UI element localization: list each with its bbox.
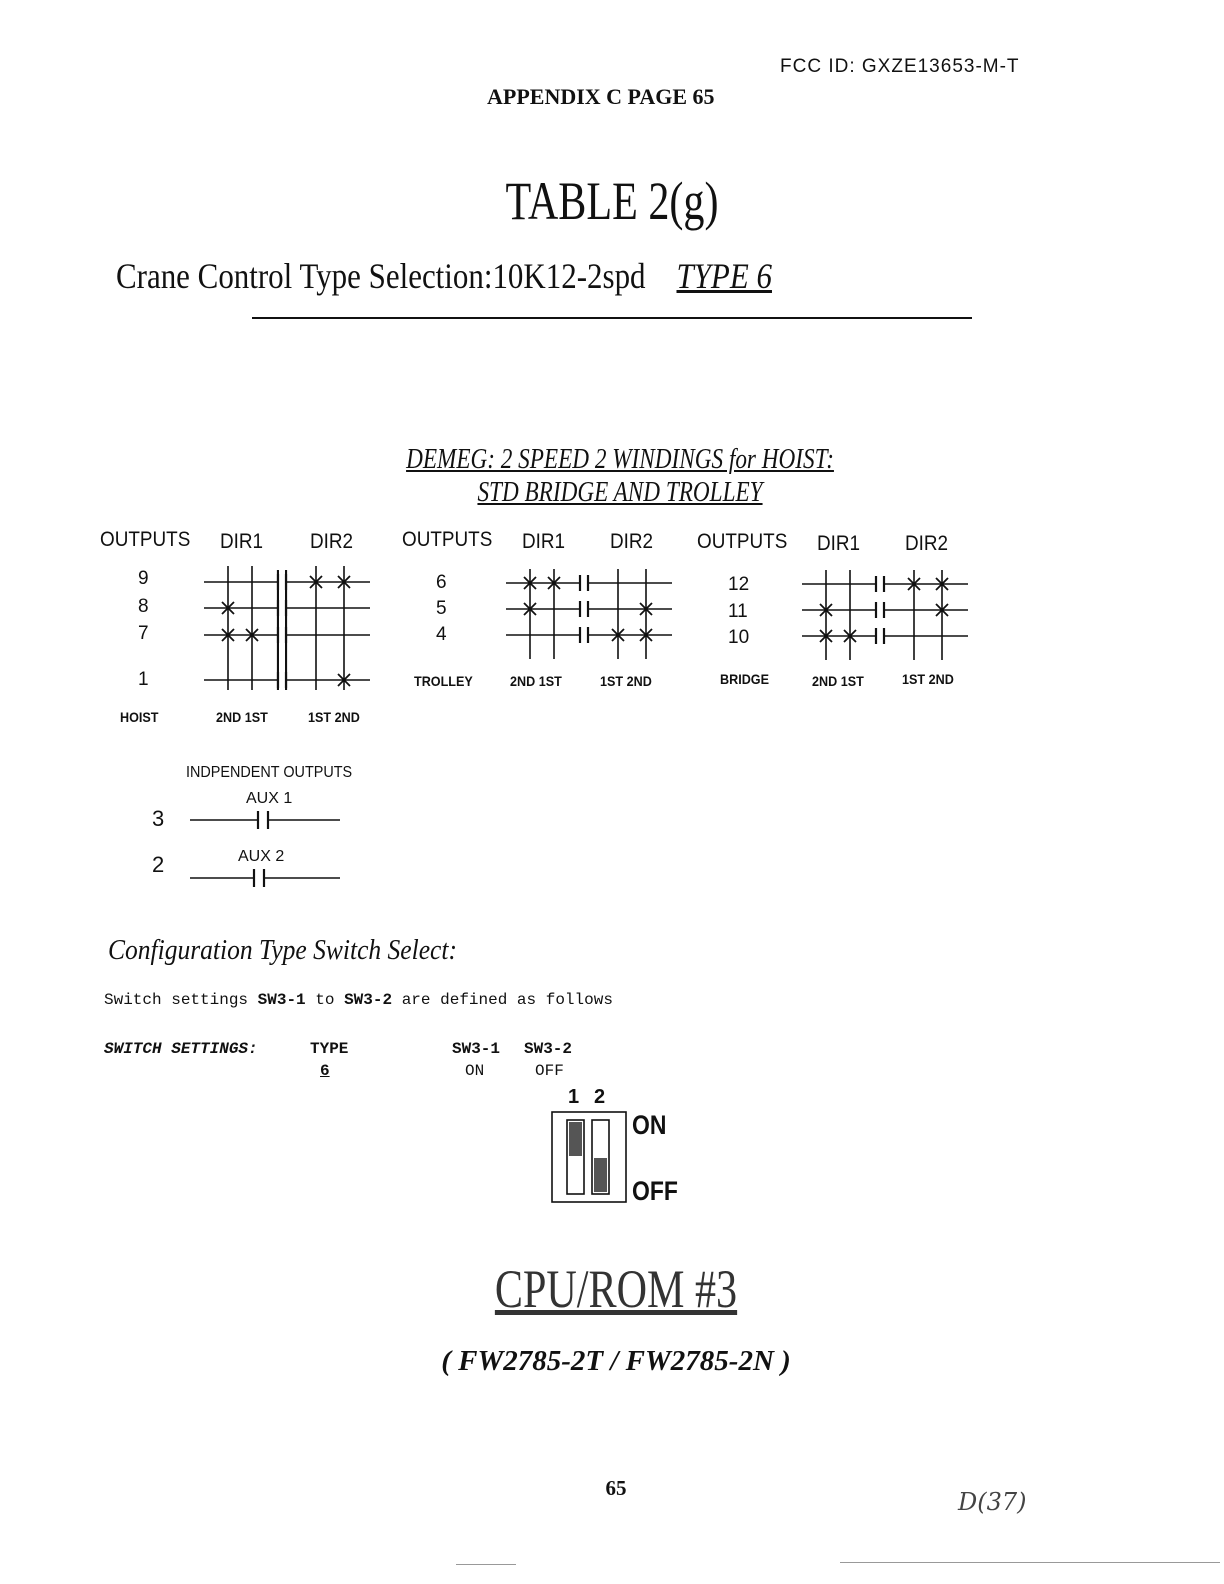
aux2-contact (190, 866, 342, 890)
trolley-speeds-dir1: 2ND 1ST (510, 673, 562, 689)
hoist-dir1-header: DIR1 (220, 530, 264, 553)
cpu-rom-label: CPU/ROM #3 (494, 1259, 738, 1319)
scan-mark (840, 1562, 1220, 1563)
trolley-dir1-header: DIR1 (522, 530, 566, 553)
appendix-label: APPENDIX C PAGE 65 (487, 84, 715, 109)
aux1-label: AUX 1 (246, 790, 293, 807)
trolley-row-label: 6 (436, 572, 447, 593)
subtitle-text: Crane Control Type Selection:10K12-2spd (116, 256, 646, 296)
scan-mark (456, 1564, 516, 1565)
bridge-name: BRIDGE (720, 671, 770, 687)
bridge-row-label: 12 (728, 574, 750, 595)
dip-on-label: ON (632, 1110, 667, 1140)
dip-number-2: 2 (594, 1086, 606, 1108)
type-label: TYPE (310, 1040, 349, 1058)
diagram-subheading: STD BRIDGE AND TROLLEY (477, 476, 763, 508)
hoist-row-label: 8 (138, 596, 149, 617)
trolley-ladder-diagram (500, 565, 680, 665)
hoist-row-label: 1 (138, 669, 149, 690)
desc-sw-a: SW3-1 (257, 991, 306, 1009)
trolley-row-label: 4 (436, 624, 447, 645)
sw3-2-value: OFF (535, 1062, 564, 1080)
bridge-speeds-dir2: 1ST 2ND (902, 671, 954, 687)
aux1-contact (190, 808, 342, 832)
trolley-row-label: 5 (436, 598, 447, 619)
hoist-row-label: 7 (138, 623, 149, 644)
dip-off-label: OFF (632, 1176, 678, 1206)
hoist-outputs-header: OUTPUTS (100, 528, 191, 551)
desc-prefix: Switch settings (104, 991, 249, 1009)
hoist-row-label: 9 (138, 568, 149, 589)
hoist-speeds-dir2: 1ST 2ND (308, 709, 360, 725)
dip-number-1: 1 (568, 1086, 580, 1108)
hoist-dir2-header: DIR2 (310, 530, 354, 553)
switch-description (104, 991, 613, 1009)
desc-sw-b: SW3-2 (344, 991, 393, 1009)
desc-suffix: are defined as follows (401, 991, 613, 1009)
bridge-speeds-dir1: 2ND 1ST (812, 673, 864, 689)
aux2-output-number: 2 (152, 852, 165, 877)
subtitle-type: TYPE 6 (676, 256, 772, 296)
firmware-label: ( FW2785-2T / FW2785-2N ) (441, 1345, 791, 1377)
switch-settings-label: SWITCH SETTINGS: (104, 1040, 258, 1058)
bridge-dir1-header: DIR1 (817, 532, 861, 555)
title-rule (252, 317, 972, 319)
desc-mid: to (315, 991, 335, 1009)
bridge-row-label: 10 (728, 627, 750, 648)
fcc-id: FCC ID: GXZE13653-M-T (780, 56, 1020, 77)
hoist-name: HOIST (120, 709, 159, 725)
diagram-heading: DEMEG: 2 SPEED 2 WINDINGS for HOIST: (406, 443, 834, 475)
bridge-outputs-header: OUTPUTS (697, 530, 788, 553)
aux2-label: AUX 2 (238, 848, 285, 865)
page-number: 65 (605, 1476, 627, 1500)
sw3-1-value: ON (465, 1062, 485, 1080)
sw3-2-header: SW3-2 (524, 1040, 573, 1058)
type-value: 6 (320, 1062, 330, 1080)
bridge-ladder-diagram (796, 566, 976, 666)
bridge-row-label: 11 (728, 601, 748, 622)
dip-switch (550, 1110, 630, 1206)
trolley-name: TROLLEY (414, 673, 473, 689)
sw3-1-header: SW3-1 (452, 1040, 501, 1058)
trolley-speeds-dir2: 1ST 2ND (600, 673, 652, 689)
bridge-dir2-header: DIR2 (905, 532, 949, 555)
trolley-dir2-header: DIR2 (610, 530, 654, 553)
hoist-speeds-dir1: 2ND 1ST (216, 709, 268, 725)
trolley-outputs-header: OUTPUTS (402, 528, 493, 551)
handwritten-annotation: D(37) (958, 1488, 1027, 1516)
config-heading: Configuration Type Switch Select: (108, 934, 457, 966)
table-title: TABLE 2(g) (505, 171, 719, 231)
hoist-ladder-diagram (198, 560, 378, 700)
subtitle (116, 255, 772, 297)
independent-outputs-title: INDPENDENT OUTPUTS (186, 764, 353, 781)
aux1-output-number: 3 (152, 806, 165, 831)
